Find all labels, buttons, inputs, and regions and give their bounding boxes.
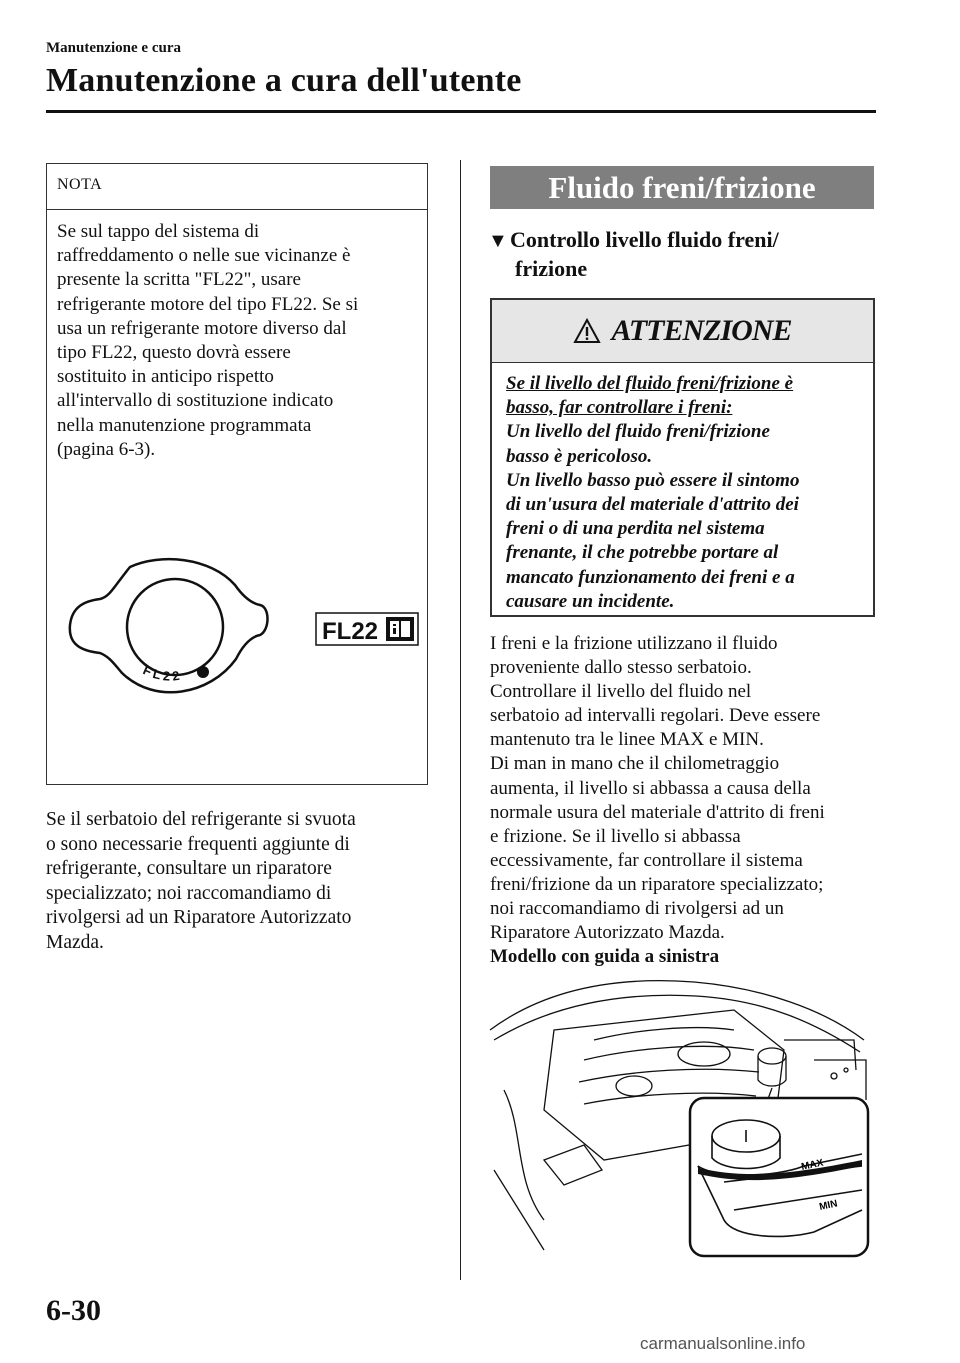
paragraph-line: specializzato; noi raccomandiamo di xyxy=(46,882,332,904)
warning-line: freni o di una perdita nel sistema xyxy=(506,518,765,540)
warning-line: mancato funzionamento dei freni e a xyxy=(506,566,795,588)
warning-line: frenante, il che potrebbe portare al xyxy=(506,542,779,564)
model-label: Modello con guida a sinistra xyxy=(490,946,720,968)
section-label: Manutenzione e cura xyxy=(46,40,181,56)
warning-underlined-line: basso, far controllare i freni: xyxy=(506,397,733,419)
paragraph-line: Se il serbatoio del refrigerante si svuota xyxy=(46,809,356,830)
nota-heading: NOTA xyxy=(47,164,427,210)
warning-text xyxy=(506,372,866,614)
paragraph-line: rivolgersi ad un Riparatore Autorizzato xyxy=(46,907,352,929)
page-title: Manutenzione a cura dell'utente xyxy=(46,62,522,99)
engine-bay-illustration xyxy=(484,970,876,1262)
nota-line: presente la scritta "FL22", usare xyxy=(57,269,301,291)
paragraph-line: Riparatore Autorizzato Mazda. xyxy=(490,922,725,944)
watermark: carmanualsonline.info xyxy=(640,1334,806,1353)
nota-line: raffreddamento o nelle sue vicinanze è xyxy=(57,245,351,267)
paragraph-line: proveniente dallo stesso serbatoio. xyxy=(490,657,752,679)
coolant-paragraph xyxy=(46,808,436,956)
subhead-line1: Controllo livello fluido freni/ xyxy=(510,227,779,252)
paragraph-line: serbatoio ad intervalli regolari. Deve essere xyxy=(490,705,821,727)
paragraph-line: I freni e la frizione utilizzano il fluido xyxy=(490,633,778,654)
cap-fl22-mark: FL22 xyxy=(140,662,184,684)
manual-book-icon xyxy=(386,617,414,641)
nota-line: refrigerante motore del tipo FL22. Se si xyxy=(57,293,359,315)
paragraph-line: normale usura del materiale d'attrito di freni xyxy=(490,801,825,823)
warning-line: causare un incidente. xyxy=(506,590,675,612)
brake-fluid-paragraph xyxy=(490,632,880,969)
nota-text xyxy=(57,220,417,462)
max-mark: MAX xyxy=(800,1157,825,1173)
warning-line: di un'usura del materiale d'attrito dei xyxy=(506,494,799,516)
subsection-heading xyxy=(488,226,878,283)
page-number: 6-30 xyxy=(46,1294,101,1327)
paragraph-line: freni/frizione da un riparatore specializzato; xyxy=(490,873,824,895)
subhead-line2: frizione xyxy=(515,256,588,281)
cap-book-icon xyxy=(197,666,209,678)
nota-line: Se sul tappo del sistema di xyxy=(57,221,260,242)
cap-inner-circle xyxy=(127,579,223,675)
warning-title: ATTENZIONE xyxy=(611,314,792,347)
column-divider xyxy=(460,160,461,1280)
paragraph-line: noi raccomandiamo di rivolgersi ad un xyxy=(490,898,784,920)
warning-underlined-line: Se il livello del fluido freni/frizione è xyxy=(506,373,794,394)
warning-box xyxy=(490,298,875,617)
paragraph-line: aumenta, il livello si abbassa a causa della xyxy=(490,777,811,799)
min-mark: MIN xyxy=(818,1198,839,1213)
paragraph-line: mantenuto tra le linee MAX e MIN. xyxy=(490,729,764,751)
nota-line: (pagina 6-3). xyxy=(57,438,156,460)
nota-line: nella manutenzione programmata xyxy=(57,414,312,436)
paragraph-line: o sono necessarie frequenti aggiunte di xyxy=(46,833,350,855)
warning-header xyxy=(492,300,873,363)
paragraph-line: refrigerante, consultare un riparatore xyxy=(46,858,332,880)
nota-line: tipo FL22, questo dovrà essere xyxy=(57,342,291,364)
nota-line: sostituito in anticipo rispetto xyxy=(57,366,274,388)
paragraph-line: e frizione. Se il livello si abbassa xyxy=(490,825,741,847)
paragraph-line: eccessivamente, far controllare il sistema xyxy=(490,849,803,871)
paragraph-line: Controllare il livello del fluido nel xyxy=(490,681,752,703)
paragraph-line: Di man in mano che il chilometraggio xyxy=(490,753,780,775)
warning-line: Un livello del fluido freni/frizione xyxy=(506,421,770,443)
warning-line: basso è pericoloso. xyxy=(506,445,653,467)
fl22-tag-label: FL22 xyxy=(322,618,379,645)
nota-line: all'intervallo di sostituzione indicato xyxy=(57,390,334,412)
paragraph-line: Mazda. xyxy=(46,931,104,953)
section-banner: Fluido freni/frizione xyxy=(490,166,874,209)
nota-line: usa un refrigerante motore diverso dal xyxy=(57,317,347,339)
warning-line: Un livello basso può essere il sintomo xyxy=(506,469,800,491)
radiator-cap-illustration xyxy=(60,555,420,710)
triangle-down-icon: ▼ xyxy=(488,230,508,252)
warning-triangle-icon xyxy=(573,318,601,344)
title-rule xyxy=(46,110,876,113)
